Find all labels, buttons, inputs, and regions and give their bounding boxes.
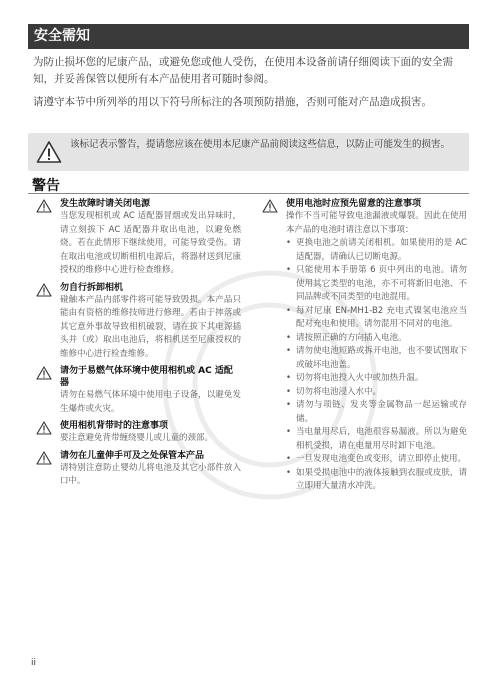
- list-item: • 请勿与项链、发夹等金属物品一起运输或存储。: [286, 399, 467, 426]
- list-item: • 请按照正确的方向插入电池。: [286, 332, 467, 346]
- list-item: • 一旦发现电池变色或变形，请立即停止使用。: [286, 453, 467, 467]
- right-warning-column: [262, 198, 467, 498]
- warning-title: 使用相机背带时的注意事项: [60, 421, 169, 431]
- warning-title: 使用电池时应预先留意的注意事项: [286, 199, 422, 209]
- notice-text: 该标记表示警告，提请您应该在使用本尼康产品前阅读这些信息，以防止可能发生的损害。: [70, 139, 451, 150]
- precautions-paragraph: 请遵守本节中所列举的用以下符号所标注的各项预防措施，否则可能对产品造成损害。: [33, 96, 432, 108]
- page-number: ii: [31, 658, 37, 668]
- warning-item: [36, 450, 241, 489]
- list-item: • 切勿将电池投入火中或加热升温。: [286, 372, 467, 386]
- list-item: • 当电量用尽后，电池很容易漏液。所以为避免相机受损，请在电量用尽时卸下电池。: [286, 426, 467, 453]
- warning-body: 碰触本产品内部零件将可能导致毁损。本产品只能由有资格的维修技师进行修理。若由于摔落或其它意外事故导致相机破裂，请在拔下其电源插头并（或）取出电池后，将相机送至尼康授权的维修中心进行检查维修。: [60, 294, 241, 359]
- warning-title: 勿自行拆卸相机: [60, 282, 124, 293]
- list-item: • 每对尼康 EN-MH1-B2 充电式镍氢电池应当配对充电和使用。请勿混用不同对的电池。: [286, 305, 467, 332]
- warnings-heading: 警告: [32, 178, 60, 194]
- warning-triangle-icon: [36, 366, 52, 380]
- warning-body: 操作不当可能导致电池漏液或爆裂。因此在使用本产品的电池时请注意以下事项：: [286, 211, 467, 235]
- list-item: • 切勿将电池浸入水中。: [286, 386, 467, 400]
- warning-body: 要注意避免背带缠绕婴儿或儿童的颈部。: [60, 433, 214, 443]
- list-item: • 如果受损电池中的液体接触到衣服或皮肤，请立即用大量清水冲洗。: [286, 467, 467, 494]
- warning-triangle-icon: [36, 140, 62, 164]
- warning-triangle-icon: [36, 283, 52, 297]
- warning-body: 请特别注意防止婴幼儿将电池及其它小部件放入口中。: [60, 462, 241, 486]
- list-item: • 更换电池之前请关闭相机。如果使用的是 AC 适配器，请确认已切断电源。: [286, 237, 467, 264]
- warning-body: 当您发现相机或 AC 适配器冒烟或发出异味时，请立刻拔下 AC 适配器并取出电池，以避免燃烧。若在此情形下继续使用，可能导致受伤。请在取出电池或切断相机电源后，将器材送到尼康授权的维修中心进行检查维修。: [60, 211, 241, 275]
- warning-item: [36, 365, 241, 416]
- warning-triangle-icon: [262, 199, 278, 213]
- intro-paragraph: 为防止损坏您的尼康产品，或避免您或他人受伤，在使用本设备前请仔细阅读下面的安全需知，并妥善保管以便所有本产品使用者可随时参阅。: [33, 56, 453, 85]
- warning-triangle-icon: [36, 451, 52, 465]
- warning-title: 请勿在儿童伸手可及之处保管本产品: [60, 450, 205, 461]
- warning-notice-box: [28, 133, 469, 171]
- warning-title: 请勿于易燃气体环境中使用相机或 AC 适配器: [60, 366, 233, 388]
- warning-item: [36, 198, 241, 278]
- list-item: • 只能使用本手册第 6 页中列出的电池。请勿使用其它类型的电池，亦不可将新旧电池、不同品牌或不同类型的电池混用。: [286, 264, 467, 305]
- warning-body: 请勿在易燃气体环境中使用电子设备，以避免发生爆炸或火灾。: [60, 390, 241, 414]
- warning-item: [36, 282, 241, 362]
- warning-item: [36, 420, 241, 446]
- warning-title: 发生故障时请关闭电源: [60, 199, 151, 209]
- list-item: • 请勿使电池短路或拆开电池，也不要试图取下或破坏电池盖。: [286, 345, 467, 372]
- warning-triangle-icon: [36, 199, 52, 213]
- battery-warning-item: [262, 198, 467, 494]
- battery-precaution-list: [286, 237, 467, 494]
- divider: [28, 193, 469, 194]
- section-title: 安全需知: [28, 24, 469, 49]
- warning-triangle-icon: [36, 421, 52, 435]
- left-warning-column: [36, 198, 241, 493]
